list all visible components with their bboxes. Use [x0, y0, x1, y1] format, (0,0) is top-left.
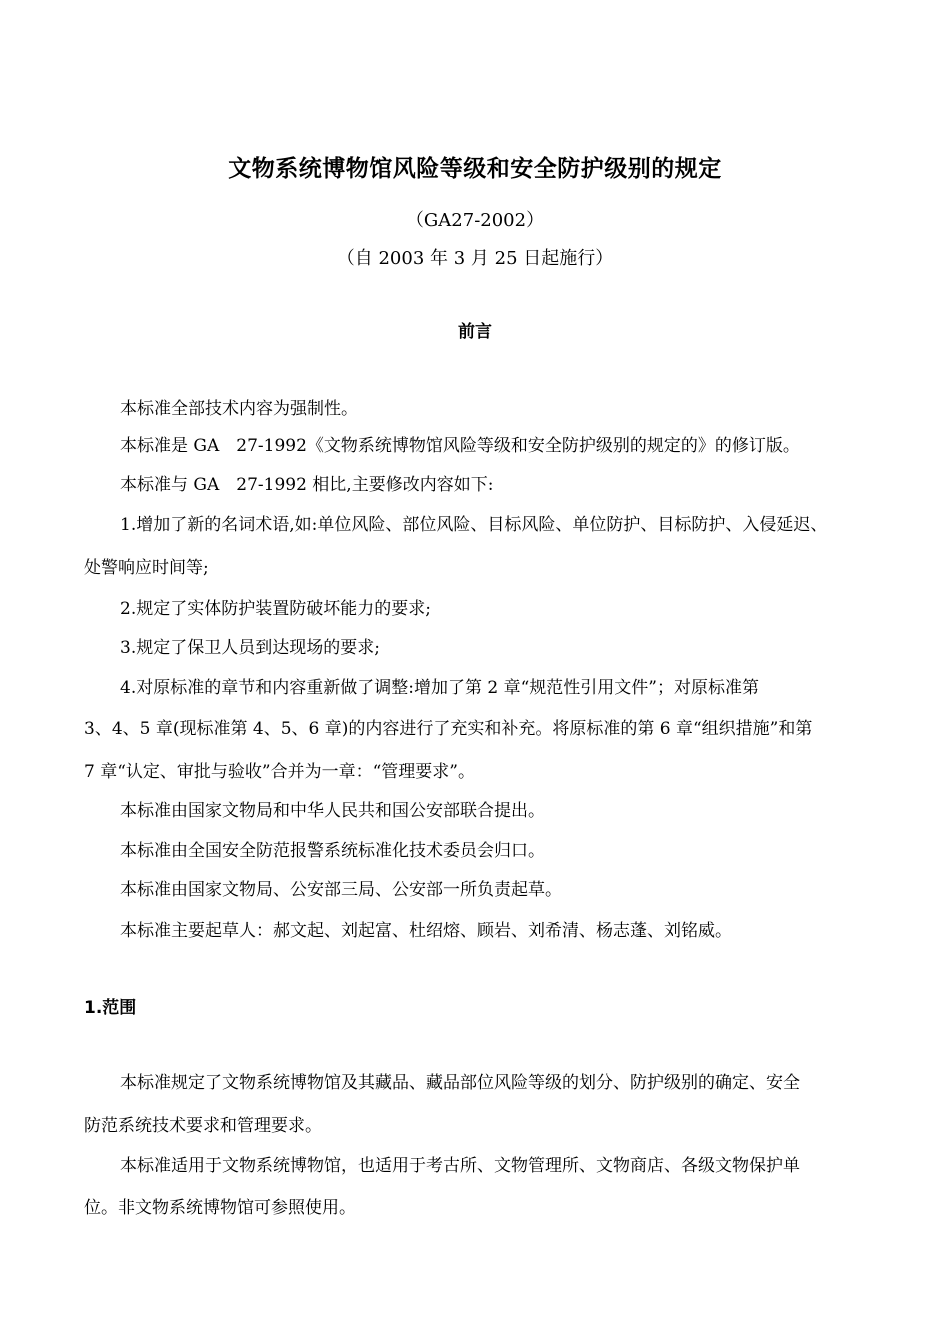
standard-code: （GA27-2002） [405, 210, 545, 231]
foreword-paragraph-committee: 本标准由全国安全防范报警系统标准化技术委员会归口。 [120, 841, 545, 861]
section-1-paragraph-2-line-1: 本标准适用于文物系统博物馆，也适用于考古所、文物管理所、文物商店、各级文物保护单 [120, 1156, 800, 1176]
foreword-paragraph-2: 本标准是 GA 27-1992《文物系统博物馆风险等级和安全防护级别的规定的》的修订版。 [120, 436, 800, 456]
section-1-paragraph-1-line-2: 防范系统技术要求和管理要求。 [84, 1116, 322, 1136]
foreword-paragraph-3: 本标准与 GA 27-1992 相比,主要修改内容如下: [120, 475, 494, 495]
foreword-list-item-3: 3.规定了保卫人员到达现场的要求; [120, 638, 380, 658]
foreword-paragraph-drafters: 本标准主要起草人：郝文起、刘起富、杜绍熔、顾岩、刘希清、杨志蓬、刘铭威。 [120, 921, 732, 941]
section-1-heading: 1.范围 [84, 998, 137, 1018]
foreword-list-item-4-line-3: 7 章“认定、审批与验收”合并为一章：“管理要求”。 [84, 762, 475, 782]
foreword-paragraph-drafting-units: 本标准由国家文物局、公安部三局、公安部一所负责起草。 [120, 880, 562, 900]
foreword-list-item-1-line-1: 1.增加了新的名词术语,如:单位风险、部位风险、目标风险、单位防护、目标防护、入侵延迟、 [120, 515, 828, 535]
foreword-heading: 前言 [458, 322, 492, 342]
section-1-paragraph-2-line-2: 位。非文物系统博物馆可参照使用。 [84, 1198, 356, 1218]
section-1-paragraph-1-line-1: 本标准规定了文物系统博物馆及其藏品、藏品部位风险等级的划分、防护级别的确定、安全 [120, 1073, 800, 1093]
effective-date: （自 2003 年 3 月 25 日起施行） [336, 248, 614, 269]
foreword-list-item-4-line-2: 3、4、5 章(现标准第 4、5、6 章)的内容进行了充实和补充。将原标准的第 6 章“组织措施”和第 [84, 719, 813, 739]
foreword-list-item-1-line-2: 处警响应时间等; [84, 558, 209, 578]
foreword-list-item-4-line-1: 4.对原标准的章节和内容重新做了调整:增加了第 2 章“规范性引用文件”；对原标准第 [120, 678, 759, 698]
foreword-paragraph-1: 本标准全部技术内容为强制性。 [120, 399, 358, 419]
foreword-paragraph-proposer: 本标准由国家文物局和中华人民共和国公安部联合提出。 [120, 801, 545, 821]
foreword-list-item-2: 2.规定了实体防护装置防破坏能力的要求; [120, 599, 431, 619]
document-title: 文物系统博物馆风险等级和安全防护级别的规定 [228, 156, 722, 182]
